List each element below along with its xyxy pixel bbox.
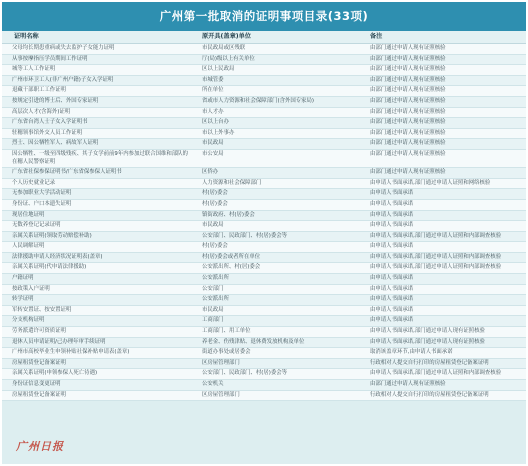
header-name: 证明名称 [14,33,39,40]
cell-dept: 区侨办 [202,169,219,176]
table-row [2,76,526,87]
cell-dept: 厅(局)级以上有关单位 [202,55,255,62]
table-row [2,150,526,168]
cell-note: 由部门通过申请人现有证照核验 [370,97,446,104]
cell-dept: 区以上台办 [202,119,229,126]
cell-note: 由部门通过申请人现有证照核验 [370,150,446,157]
cell-name: 广东省社保参保证明书/广东省保参保人证明书 [12,169,122,176]
cell-name: 退休人员申请证明/己办理年审手续证明 [12,338,106,345]
cell-note: 由部门通过申请人现有证照核验 [370,66,446,73]
page-title: 广州第一批取消的证明事项目录(33项) [2,2,526,31]
table-body [2,44,526,401]
cell-name: 按规定引进的博士后、外国专家证明 [12,97,99,104]
cell-dept: 区房屋管理部门 [202,391,240,398]
cell-name: 从事按摩指压学员期间工作证明 [12,55,88,62]
cell-note: 由申请人书面承诺,部门通过申请人证照和内部调查核验 [370,253,502,260]
table-row [2,380,526,391]
cell-name: 广东省台湾人士子女入学证明书 [12,119,88,126]
cell-name: 房屋租赁登记备案证明 [12,391,66,398]
cell-dept: 养老金、伤残津贴、退休费发放机构及单位 [202,338,305,345]
cell-name: 身份证、户口本遗失证明 [12,200,72,207]
cell-note: 行政相对人提交自行打印的房屋租赁登记备案证明 [370,391,489,398]
cell-note: 由申请人书面承诺,部门通过申请人证照和内部调查核验 [370,370,502,377]
table-row [2,200,526,211]
cell-name: 广州市环卫工人(非广州户籍)子女入学证明 [12,76,114,83]
cell-dept: 工商部门、用工单位 [202,328,251,335]
header-dept: 原开具(盖章)单位 [202,33,251,40]
cell-name: 退藏干部职工工作证明 [12,87,66,94]
cell-note: 由部门通过申请人现有证照核验 [370,140,446,147]
cell-name: 亲属关系证明(领取劳动赔偿补助) [12,232,92,239]
cell-dept: 镇街政府、村(居)委会 [202,211,255,218]
table-row [2,263,526,274]
cell-dept: 公安部门、民政部门、村(居)委会等 [202,232,288,239]
table-row [2,253,526,264]
cell-dept: 街道办事处或居委会 [202,349,251,356]
cell-name: 驻穗领事馆外交人员工作证明 [12,129,83,136]
table-row [2,327,526,338]
cell-name: 按政策入户证明 [12,285,50,292]
cell-note: 由申请人书面承诺 [370,222,414,229]
table-row [2,274,526,285]
table-header [2,31,526,44]
cell-name: 户籍证明 [12,275,34,282]
cell-dept: 市民政局 [202,306,224,313]
cell-dept: 市民政局或区残联 [202,45,246,51]
cell-name: 高层次人才(含海外)证明 [12,108,71,115]
cell-name: 房屋租赁登记备案证明 [12,359,66,366]
cell-note: 由部门通过申请人现有证照核验 [370,119,446,126]
cell-name: 烈士、因公牺牲军人、病故军人证明 [12,140,99,147]
table-row [2,316,526,327]
cell-note: 由申请人书面承诺 [370,211,414,218]
cell-note: 由申请人书面承诺 [370,285,414,292]
cell-note: 由部门通过申请人现有证照核验 [370,381,446,387]
cell-dept: 公安部门、民政部门、村(居)委会等 [202,370,288,377]
cell-dept: 公安派出所 [202,296,229,303]
cell-note: 由申请人书面承诺 [370,243,414,250]
table-row [2,108,526,119]
cell-dept: 村(居)委会 [202,190,228,197]
table-row [2,86,526,97]
cell-name: 无数养登记记录证明 [12,222,61,229]
table-row [2,118,526,129]
cell-name: 军转安置证、按安置证明 [12,306,72,313]
header-note: 备注 [370,33,383,40]
table-row [2,139,526,150]
table-row [2,359,526,370]
cell-note: 由申请人书面承诺 [370,317,414,324]
cell-dept: 所在单位 [202,87,224,94]
cell-name: 亲属关系证明(申领参保人死亡待遇) [12,370,98,377]
cell-name: 劳务派遣许可资质证明 [12,328,66,335]
cell-dept: 区房屋管理部门 [202,359,240,366]
table-row [2,285,526,296]
table-row [2,168,526,179]
table-row [2,391,526,402]
table-row [2,65,526,76]
table-row [2,338,526,349]
cell-name: 身份证信息变更证明 [12,381,61,387]
cell-dept: 公安派出所 [202,275,229,282]
table-row [2,97,526,108]
cell-dept: 市民政局 [202,222,224,229]
cell-name: 无参加职业大学活动证明 [12,190,72,197]
table-row [2,129,526,140]
cell-note: 取消该盖章环节,由申请人书面承诺 [370,349,453,356]
cell-note: 由申请人书面承诺 [370,200,414,207]
cell-dept: 市城管委 [202,76,224,83]
cell-note: 由申请人书面承诺 [370,275,414,282]
cell-note: 由部门通过申请人现有证照核验 [370,129,446,136]
table-row [2,242,526,253]
cell-name: 亲属关系证明(代申请法律援助) [12,264,87,271]
cell-note: 由申请人书面承诺,部门通过申请人证照和内部调查核验 [370,264,502,271]
table-row [2,232,526,243]
cell-dept: 市公安局 [202,150,224,157]
cell-note: 由申请人书面承诺 [370,296,414,303]
cell-note: 由部门通过申请人现有证照核验 [370,55,446,62]
cell-name: 分支机构证明 [12,317,45,324]
cell-name: 父母均长期患重病或失去监护子女能力证明 [12,45,115,51]
cell-dept: 市民政局 [202,140,224,147]
cell-note: 由部门通过申请人现有证照核验 [370,87,446,94]
table-row [2,211,526,222]
table-row [2,369,526,380]
cell-note: 由申请人书面承诺,部门通过申请人现有证照核验 [370,338,485,345]
cell-dept: 工商部门 [202,317,224,324]
cell-name: 因公牺牲、一级至四级残疾、其子女学前前9年内参加过联合国维和部队的在穗人民警察证明 [12,150,188,165]
table-row [2,189,526,200]
cell-name: 个人历史就业记录 [12,179,56,186]
cell-note: 由部门通过申请人现有证照核验 [370,76,446,83]
cell-dept: 村(居)委会 [202,200,228,207]
table-row [2,221,526,232]
document-sheet [2,2,526,464]
cell-note: 由申请人书面承诺 [370,190,414,197]
cell-note: 由申请人书面承诺,部门通过申请人证照和内部调查核验 [370,232,502,239]
newspaper-logo: 广州日报 [16,440,64,453]
cell-note: 由申请人书面承诺,部门通过申请人证照和网络核验 [370,179,491,186]
cell-dept: 公安部门 [202,285,224,292]
cell-dept: 市人才办 [202,108,224,115]
cell-dept: 人力资源和社会保障部门 [202,179,262,186]
cell-name: 城等工人工作证明 [12,66,56,73]
table-row [2,55,526,66]
cell-note: 由部门通过申请人现有证照核验 [370,108,446,115]
table-row [2,306,526,317]
cell-name: 转学证明 [12,296,34,303]
cell-name: 法律援助申请人经济状况证明表(盖章) [12,253,103,260]
cell-note: 由部门通过申请人现有证照核验 [370,45,446,51]
cell-dept: 公安派出所、村(居)委会 [202,264,261,271]
cell-name: 现居住地证明 [12,211,45,218]
cell-note: 行政相对人提交自行打印的房屋租赁登记备案证明 [370,359,489,366]
cell-dept: 村(居)委会或者所在单位 [202,253,261,260]
cell-note: 由申请人书面承诺,部门通过申请人现有证照核验 [370,328,485,335]
cell-dept: 区以上民政局 [202,66,235,73]
cell-note: 由部门通过申请人现有证照核验 [370,169,446,176]
table-row [2,348,526,359]
cell-name: 人民调解证明 [12,243,45,250]
cell-dept: 公安机关 [202,381,224,387]
cell-dept: 村(居)委会 [202,243,228,250]
table-row [2,44,526,55]
cell-name: 广州市高校毕业生申领补贴社保补贴申请表(盖章) [12,349,130,356]
table-row [2,179,526,190]
cell-note: 由申请人书面承诺 [370,306,414,313]
table-row [2,295,526,306]
cell-dept: 省或市人力资源和社会保障部门(含外国专家局) [202,97,315,104]
cell-dept: 市以上外事办 [202,129,235,136]
